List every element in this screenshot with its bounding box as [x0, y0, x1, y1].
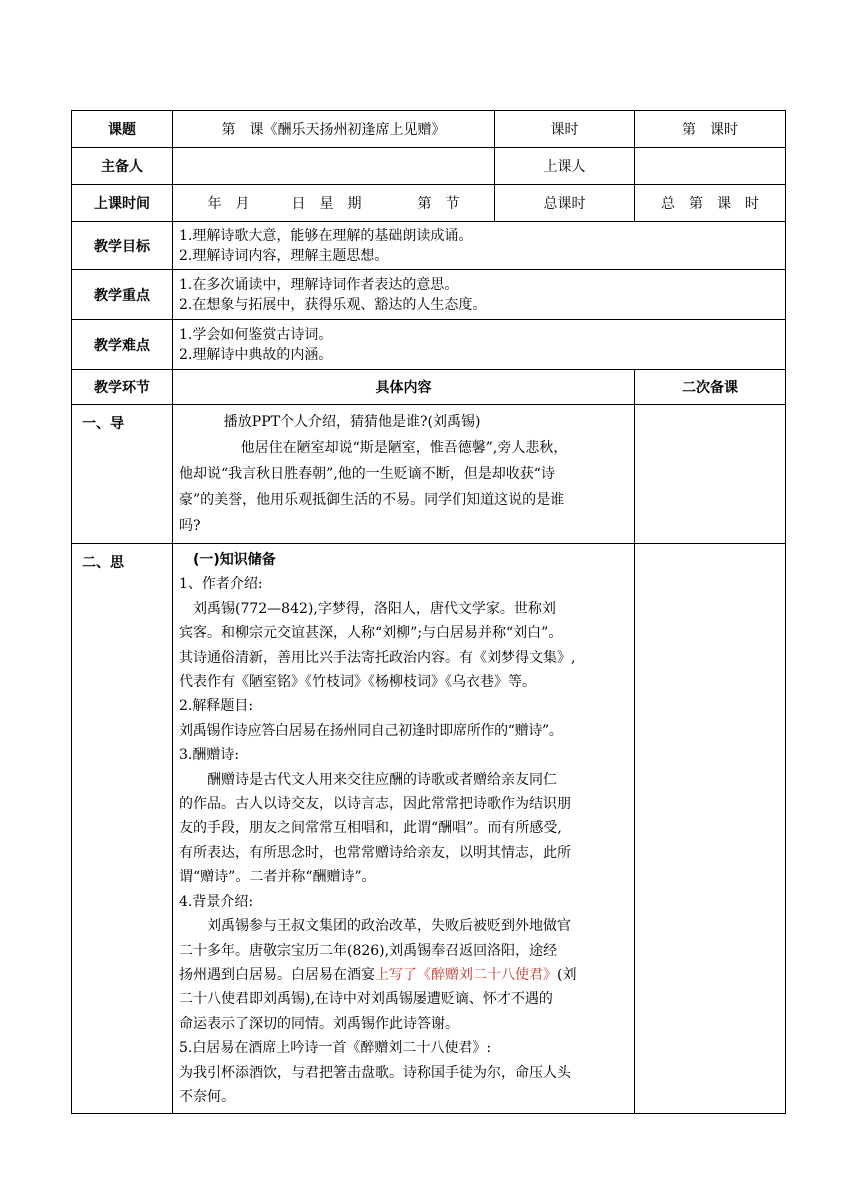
background-line: 二十八使君即刘禹锡),在诗中对刘禹锡屡遭贬谪、怀才不遇的: [179, 991, 553, 1008]
stage-column-header: 教学环节: [72, 370, 173, 405]
genre-line: 有所表达，有所思念时，也常常赠诗给亲友，以明其情志，此所: [179, 844, 571, 861]
key-points-content: [173, 270, 786, 320]
background-line: [179, 963, 628, 987]
time-label: 上课时间: [72, 185, 173, 222]
row-preparer: [72, 148, 786, 185]
background-line: 命运表示了深切的同情。刘禹锡作此诗答谢。: [179, 1015, 459, 1032]
author-line: 代表作有《陋室铭》《竹枝词》《杨柳枝词》《乌衣巷》等。: [179, 674, 536, 691]
period-label: 课时: [495, 111, 635, 148]
key-point-item: 1.在多次诵读中，理解诗词作者表达的意思。: [179, 276, 459, 293]
background-text: 扬州遇到白居易。白居易在酒宴: [179, 966, 375, 983]
genre-line: 谓“赠诗”。二者并称“酬赠诗”。: [179, 869, 376, 886]
difficulty-item: 1.学会如何鉴赏古诗词。: [179, 326, 333, 343]
row-key-points: [72, 270, 786, 320]
teacher-value: [635, 148, 786, 185]
difficulties-content: [173, 320, 786, 370]
goal-item: 2.理解诗词内容，理解主题思想。: [179, 247, 389, 264]
genre-heading: 3.酬赠诗:: [179, 747, 240, 764]
goals-content: [173, 222, 786, 270]
section1-line: 豪”的美誉，他用乐观抵御生活的不易。同学们知道这说的是谁: [179, 492, 565, 508]
difficulties-label: 教学难点: [72, 320, 173, 370]
preparer-value: [173, 148, 495, 185]
background-text: (刘: [557, 966, 577, 983]
title-heading: 2.解释题目:: [179, 698, 254, 715]
total-value: 总 第 课 时: [635, 185, 786, 222]
total-label: 总课时: [495, 185, 635, 222]
section2-stage: 二、思: [72, 544, 173, 1114]
section2-heading: (一)知识储备: [193, 552, 276, 568]
highlighted-text: 上写了《醉赠刘二十八使君》: [375, 966, 557, 983]
section1-line: 播放PPT个人介绍，猜猜他是谁?(刘禹锡): [223, 414, 481, 430]
author-title: 1、作者介绍:: [179, 576, 263, 593]
section1-content: [173, 405, 635, 544]
topic-value: 第 课《酬乐天扬州初逢席上见赠》: [173, 111, 495, 148]
poem-heading: 5.白居易在酒席上吟诗一首《醉赠刘二十八使君》:: [179, 1040, 492, 1057]
preparer-label: 主备人: [72, 148, 173, 185]
row-topic: [72, 111, 786, 148]
teacher-label: 上课人: [495, 148, 635, 185]
section2-content: [173, 544, 635, 1114]
background-line: 刘禹锡参与王叔文集团的政治改革，失败后被贬到外地做官: [207, 918, 571, 935]
genre-line: 友的手段，朋友之间常常互相唱和，此谓“酬唱”。而有所感受,: [179, 820, 562, 837]
poem-line: 不奈何。: [179, 1088, 235, 1105]
notes-column-header: 二次备课: [635, 370, 786, 405]
genre-line: 的作品。古人以诗交友，以诗言志，因此常常把诗歌作为结识朋: [179, 796, 571, 813]
section2-notes: [635, 544, 786, 1114]
genre-line: 酬赠诗是古代文人用来交往应酬的诗歌或者赠给亲友同仁: [207, 771, 557, 788]
section1-line: 他却说“我言秋日胜春朝”,他的一生贬谪不断，但是却收获“诗: [179, 466, 555, 482]
row-difficulties: [72, 320, 786, 370]
background-line: 二十多年。唐敬宗宝历二年(826),刘禹锡奉召返回洛阳，途经: [179, 942, 558, 959]
goal-item: 1.理解诗歌大意，能够在理解的基础朗读成诵。: [179, 227, 473, 244]
author-line: 其诗通俗清新，善用比兴手法寄托政治内容。有《刘梦得文集》,: [179, 649, 576, 666]
section1-notes: [635, 405, 786, 544]
title-line: 刘禹锡作诗应答白居易在扬州同自己初逢时即席所作的“赠诗”。: [179, 722, 563, 739]
key-points-label: 教学重点: [72, 270, 173, 320]
key-point-item: 2.在想象与拓展中，获得乐观、豁达的人生态度。: [179, 296, 487, 313]
author-line: 刘禹锡(772—842),字梦得，洛阳人，唐代文学家。世称刘: [193, 600, 556, 617]
section1-line: 吗?: [179, 518, 201, 534]
author-line: 宾客。和柳宗元交谊甚深，人称“刘柳”;与白居易并称“刘白”。: [179, 625, 563, 642]
row-column-headers: [72, 370, 786, 405]
difficulty-item: 2.理解诗中典故的内涵。: [179, 346, 333, 363]
section1-stage: 一、导: [72, 405, 173, 544]
row-section-lead-in: [72, 405, 786, 544]
content-column-header: 具体内容: [173, 370, 635, 405]
lesson-plan-table: [71, 110, 786, 1114]
goals-label: 教学目标: [72, 222, 173, 270]
time-value: 年 月 日 星 期 第 节: [173, 185, 495, 222]
row-time: [72, 185, 786, 222]
poem-line: 为我引杯添酒饮，与君把箸击盘歌。诗称国手徒为尔，命压人头: [179, 1064, 571, 1081]
period-value: 第 课时: [635, 111, 786, 148]
row-goals: [72, 222, 786, 270]
background-heading: 4.背景介绍:: [179, 893, 254, 910]
row-section-think: [72, 544, 786, 1114]
section1-line: 他居住在陋室却说“斯是陋室，惟吾德馨”,旁人悲秋，: [240, 440, 568, 456]
topic-label: 课题: [72, 111, 173, 148]
